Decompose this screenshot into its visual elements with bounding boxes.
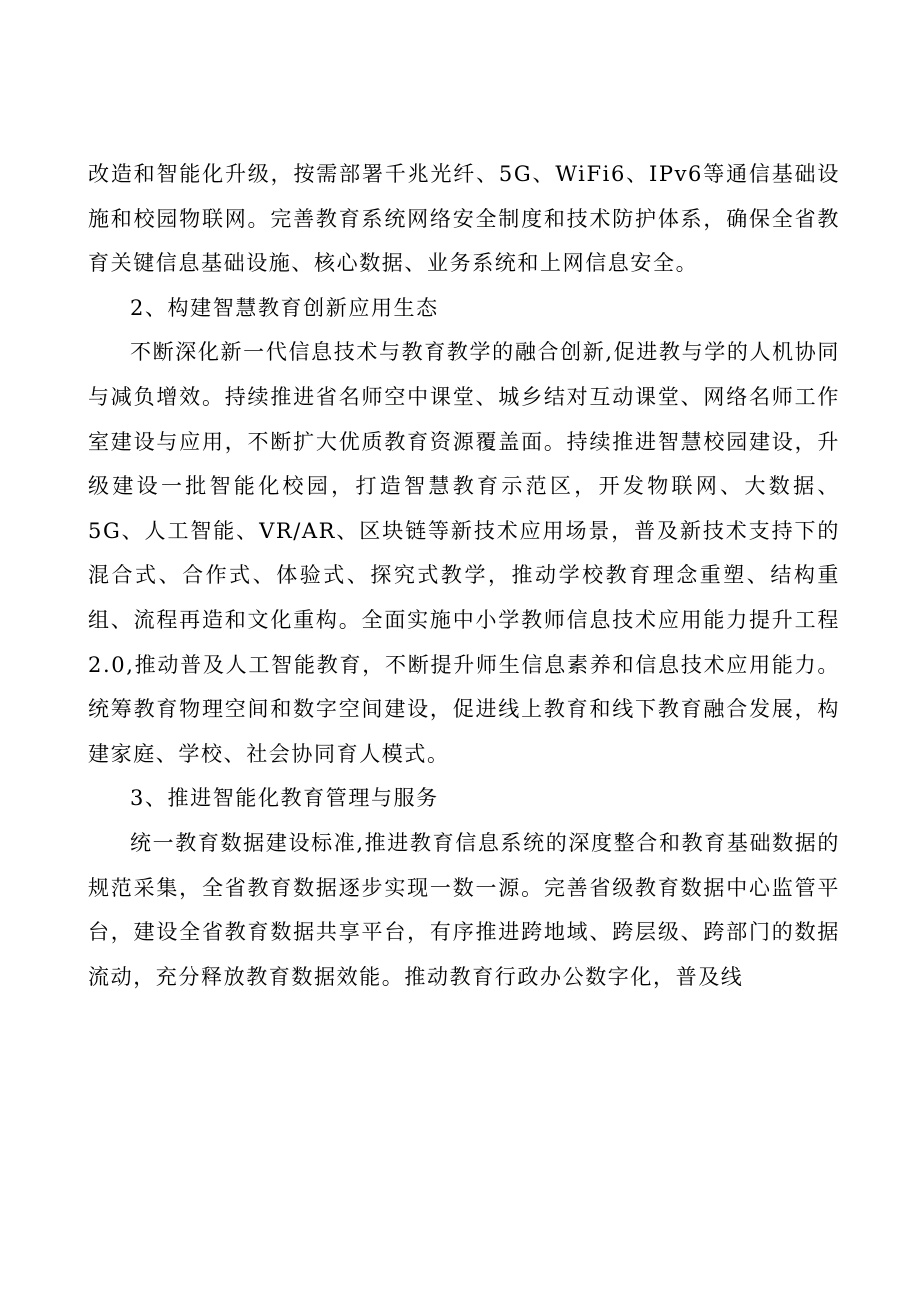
paragraph-infrastructure-continuation: 改造和智能化升级，按需部署千兆光纤、5G、WiFi6、IPv6等通信基础设施和校园物联网。完善教育系统网络安全制度和技术防护体系，确保全省教育关键信息基础设施、核心数据、业务系统和上网信息安全。: [88, 162, 840, 276]
section-heading-intelligent-management: 3、推进智能化教育管理与服务: [130, 786, 439, 811]
section-heading-smart-education-ecosystem: 2、构建智慧教育创新应用生态: [130, 295, 439, 320]
paragraph-intelligent-management: 统一教育数据建设标准,推进教育信息系统的深度整合和教育基础数据的规范采集，全省教育数据逐步实现一数一源。完善省级教育数据中心监管平台，建设全省教育数据共享平台，有序推进跨地域、跨层级、跨部门的数据流动，充分释放教育数据效能。推动教育行政办公数字化，普及线: [88, 830, 840, 989]
paragraph-smart-education-ecosystem: 不断深化新一代信息技术与教育教学的融合创新,促进教与学的人机协同与减负增效。持续推进省名师空中课堂、城乡结对互动课堂、网络名师工作室建设与应用，不断扩大优质教育资源覆盖面。持续推进智慧校园建设，升级建设一批智能化校园，打造智慧教育示范区，开发物联网、大数据、5G、人工智能、VR/AR、区块链等新技术应用场景，普及新技术支持下的混合式、合作式、体验式、探究式教学，推动学校教育理念重塑、结构重组、流程再造和文化重构。全面实施中小学教师信息技术应用能力提升工程2.0,推动普及人工智能教育，不断提升师生信息素养和信息技术应用能力。统筹教育物理空间和数字空间建设，促进线上教育和线下教育融合发展，构建家庭、学校、社会协同育人模式。: [88, 340, 840, 766]
document-body: [88, 152, 840, 999]
